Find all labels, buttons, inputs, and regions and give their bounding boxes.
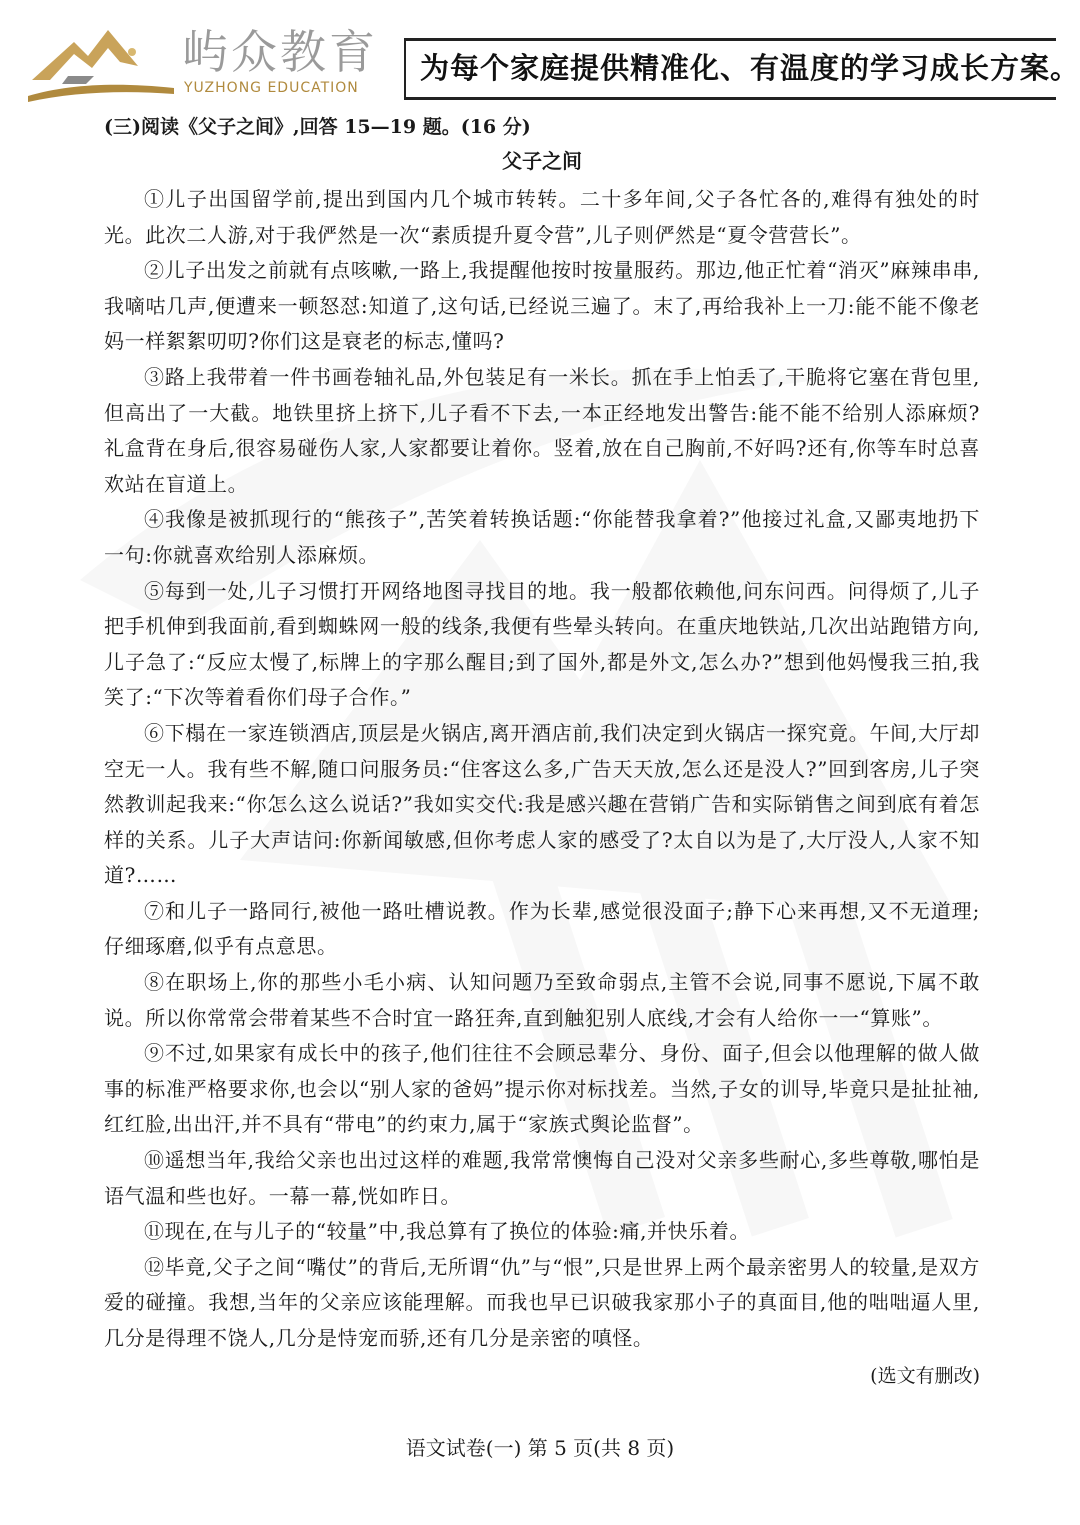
- exam-content: [104, 108, 980, 1393]
- paragraph-3: ③路上我带着一件书画卷轴礼品,外包装足有一米长。抓在手上怕丢了,干脆将它塞在背包里,但高出了一大截。地铁里挤上挤下,儿子看不下去,一本正经地发出警告:能不能不给别人添麻烦?礼盒背在身后,很容易碰伤人家,人家都要让着你。竖着,放在自己胸前,不好吗?还有,你等车时总喜欢站在盲道上。: [104, 364, 980, 496]
- brand-name: 屿众教育: [182, 25, 378, 79]
- mountain-logo-icon: [28, 22, 178, 104]
- brand-name-english: YUZHONG EDUCATION: [184, 80, 359, 96]
- paragraph-11: ⑪现在,在与儿子的“较量”中,我总算有了换位的体验:痛,并快乐着。: [144, 1219, 751, 1244]
- paragraph-10: ⑩遥想当年,我给父亲也出过这样的难题,我常常懊悔自己没对父亲多些耐心,多些尊敬,哪怕是语气温和些也好。一幕一幕,恍如昨日。: [104, 1148, 980, 1208]
- paragraph-6: ⑥下榻在一家连锁酒店,顶层是火锅店,离开酒店前,我们决定到火锅店一探究竟。午间,大厅却空无一人。我有些不解,随口问服务员:“住客这么多,广告天天放,怎么还是没人?”回到客房,儿子突然教训起我来:“你怎么这么说话?”我如实交代:我是感兴趣在营销广告和实际销售之间到底有着怎样的关系。儿子大声诘问:你新闻敏感,但你考虑人家的感受了?太自以为是了,大厅没人,人家不知道?……: [104, 720, 980, 888]
- source-note: (选文有删改): [870, 1364, 980, 1387]
- paragraph-9: ⑨不过,如果家有成长中的孩子,他们往往不会顾忌辈分、身份、面子,但会以他理解的做人做事的标准严格要求你,也会以“别人家的爸妈”提示你对标找差。当然,子女的训导,毕竟只是扯扯袖,红红脸,出出汗,并不具有“带电”的约束力,属于“家族式舆论监督”。: [104, 1041, 980, 1137]
- paragraph-1: ①儿子出国留学前,提出到国内几个城市转转。二十多年间,父子各忙各的,难得有独处的时光。此次二人游,对于我俨然是一次“素质提升夏令营”,儿子则俨然是“夏令营营长”。: [104, 187, 980, 247]
- paragraph-12: ⑫毕竟,父子之间“嘴仗”的背后,无所谓“仇”与“恨”,只是世界上两个最亲密男人的较量,是双方爱的碰撞。我想,当年的父亲应该能理解。而我也早已识破我家那小子的真面目,他的咄咄逼人里,几分是得理不饶人,几分是恃宠而骄,还有几分是亲密的嗔怪。: [104, 1254, 980, 1350]
- page-header: [0, 0, 1080, 110]
- article-title: 父子之间: [502, 149, 582, 173]
- paragraph-5: ⑤每到一处,儿子习惯打开网络地图寻找目的地。我一般都依赖他,问东问西。问得烦了,儿子把手机伸到我面前,看到蜘蛛网一般的线条,我便有些晕头转向。在重庆地铁站,几次出站跑错方向,儿子急了:“反应太慢了,标牌上的字那么醒目;到了国外,都是外文,怎么办?”想到他妈慢我三拍,我笑了:“下次等着看你们母子合作。”: [104, 578, 980, 710]
- paragraph-2: ②儿子出发之前就有点咳嗽,一路上,我提醒他按时按量服药。那边,他正忙着“消灭”麻辣串串,我嘀咕几声,便遭来一顿怒怼:知道了,这句话,已经说三遍了。末了,再给我补上一刀:能不能不像老妈一样絮絮叨叨?你们这是衰老的标志,懂吗?: [104, 258, 980, 354]
- page-footer: 语文试卷(一) 第 5 页(共 8 页): [405, 1436, 675, 1460]
- question-section-heading: (三)阅读《父子之间》,回答 15—19 题。(16 分): [104, 116, 531, 138]
- paragraph-4: ④我像是被抓现行的“熊孩子”,苦笑着转换话题:“你能替我拿着?”他接过礼盒,又鄙夷地扔下一句:你就喜欢给别人添麻烦。: [104, 507, 980, 567]
- paragraph-7: ⑦和儿子一路同行,被他一路吐槽说教。作为长辈,感觉很没面子;静下心来再想,又不无道理;仔细琢磨,似乎有点意思。: [104, 898, 980, 959]
- slogan: 为每个家庭提供精准化、有温度的学习成长方案。: [420, 51, 1080, 85]
- paragraph-8: ⑧在职场上,你的那些小毛小病、认知问题乃至致命弱点,主管不会说,同事不愿说,下属不敢说。所以你常常会带着某些不合时宜一路狂奔,直到触犯别人底线,才会有人给你一一“算账”。: [104, 970, 980, 1030]
